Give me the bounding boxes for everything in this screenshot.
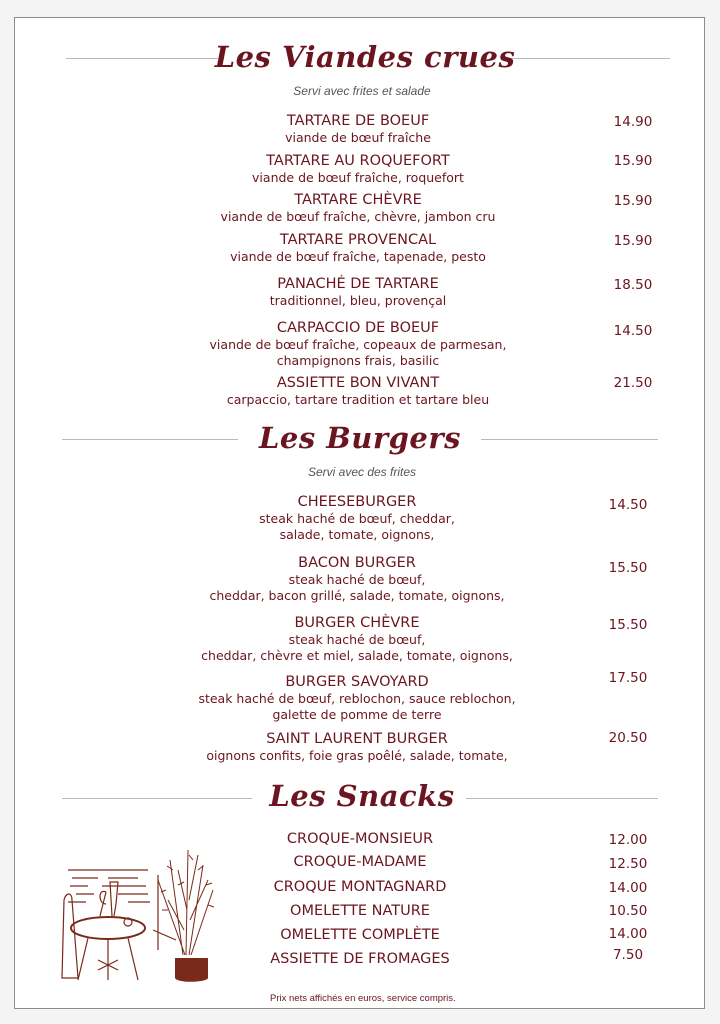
item-name: CHEESEBURGER — [297, 494, 417, 510]
menu-item — [274, 879, 447, 896]
item-description: viande de bœuf fraîche, chèvre, jambon cru — [220, 209, 496, 224]
item-price: 15.90 — [613, 153, 653, 169]
item-name: PANACHÉ DE TARTARE — [277, 276, 439, 292]
menu-item — [210, 320, 507, 368]
item-price: 15.50 — [608, 617, 648, 633]
menu-item — [227, 375, 489, 408]
item-name: BURGER CHÈVRE — [294, 615, 420, 631]
item-price: 18.50 — [613, 277, 653, 293]
item-name: ASSIETTE BON VIVANT — [276, 375, 440, 391]
menu-item — [290, 903, 430, 920]
footer-note: Prix nets affichés en euros, service compris. — [270, 993, 456, 1004]
section-title-snacks: Les Snacks — [269, 779, 455, 813]
plant-icon — [158, 850, 214, 955]
item-description: cheddar, chèvre et miel, salade, tomate, oignons, — [201, 647, 513, 663]
item-price: 20.50 — [608, 730, 648, 746]
divider — [481, 439, 658, 440]
item-description: viande de bœuf fraîche, tapenade, pesto — [230, 249, 486, 264]
menu-item — [201, 615, 513, 663]
divider — [510, 58, 670, 59]
item-description: oignons confits, foie gras poêlé, salade, tomate, — [206, 748, 508, 763]
item-name: BURGER SAVOYARD — [285, 674, 429, 690]
item-name: CROQUE-MADAME — [293, 854, 427, 870]
section-subtitle-viandes: Servi avec frites et salade — [293, 84, 431, 98]
menu-item — [270, 276, 447, 309]
item-name: TARTARE AU ROQUEFORT — [266, 153, 450, 169]
menu-item — [285, 113, 431, 146]
item-description: viande de bœuf fraîche, roquefort — [252, 170, 464, 185]
menu-item — [206, 731, 507, 764]
item-description: galette de pomme de terre — [272, 706, 442, 722]
menu-item — [230, 232, 486, 265]
sea-lines-icon — [68, 870, 150, 902]
item-description: steak haché de bœuf, — [288, 572, 426, 587]
item-price: 12.50 — [608, 856, 648, 872]
item-price: 15.90 — [613, 193, 653, 209]
divider — [66, 58, 218, 59]
item-name: TARTARE CHÈVRE — [294, 192, 422, 208]
menu-item — [198, 674, 515, 722]
item-name: OMELETTE NATURE — [290, 903, 430, 919]
flower-pot-icon — [175, 958, 208, 982]
item-price: 14.50 — [608, 497, 648, 513]
item-name: BACON BURGER — [298, 555, 416, 571]
item-price: 17.50 — [608, 670, 648, 686]
item-name: TARTARE PROVENCAL — [279, 232, 437, 248]
section-subtitle-burgers: Servi avec des frites — [307, 465, 417, 479]
item-name: ASSIETTE DE FROMAGES — [270, 951, 450, 967]
item-price: 7.50 — [612, 947, 644, 963]
item-name: SAINT LAURENT BURGER — [266, 731, 448, 747]
item-description: carpaccio, tartare tradition et tartare bleu — [226, 392, 490, 407]
item-price: 14.00 — [608, 880, 648, 896]
item-price: 10.50 — [608, 903, 648, 919]
menu-item — [287, 831, 433, 848]
item-price: 15.90 — [613, 233, 653, 249]
section-title-burgers: Les Burgers — [259, 421, 461, 455]
item-name: OMELETTE COMPLÈTE — [280, 927, 440, 943]
item-description: steak haché de bœuf, reblochon, sauce reblochon, — [198, 691, 516, 706]
menu-item — [221, 192, 496, 225]
item-description: steak haché de bœuf, — [288, 632, 426, 647]
item-price: 15.50 — [608, 560, 648, 576]
item-name: CARPACCIO DE BOEUF — [276, 320, 440, 336]
item-name: TARTARE DE BOEUF — [286, 113, 430, 129]
item-price: 14.00 — [608, 926, 648, 942]
item-name: CROQUE MONTAGNARD — [273, 879, 447, 895]
item-price: 14.50 — [613, 323, 653, 339]
menu-item — [259, 494, 455, 542]
item-name: CROQUE-MONSIEUR — [286, 831, 434, 847]
item-price: 12.00 — [608, 832, 648, 848]
item-description: salade, tomate, oignons, — [279, 526, 435, 542]
menu-item — [294, 854, 427, 871]
item-description: champignons frais, basilic — [276, 352, 440, 368]
menu-item — [252, 153, 464, 186]
chair-icon — [62, 894, 78, 978]
divider — [466, 798, 658, 799]
item-description: steak haché de bœuf, cheddar, — [259, 511, 455, 526]
menu-item — [270, 951, 450, 968]
item-description: viande de bœuf fraîche — [285, 130, 431, 145]
divider — [62, 439, 238, 440]
menu-item — [280, 927, 440, 944]
wine-glasses-icon — [100, 882, 118, 916]
item-price: 14.90 — [613, 114, 653, 130]
table-icon — [71, 917, 145, 939]
item-price: 21.50 — [613, 375, 653, 391]
cafe-table-illustration — [58, 830, 218, 990]
item-description: cheddar, bacon grillé, salade, tomate, oignons, — [209, 587, 505, 603]
menu-item — [209, 555, 504, 603]
item-description: viande de bœuf fraîche, copeaux de parmesan, — [209, 337, 507, 352]
divider — [62, 798, 252, 799]
section-title-viandes: Les Viandes crues — [214, 40, 516, 74]
item-description: traditionnel, bleu, provençal — [269, 293, 447, 308]
